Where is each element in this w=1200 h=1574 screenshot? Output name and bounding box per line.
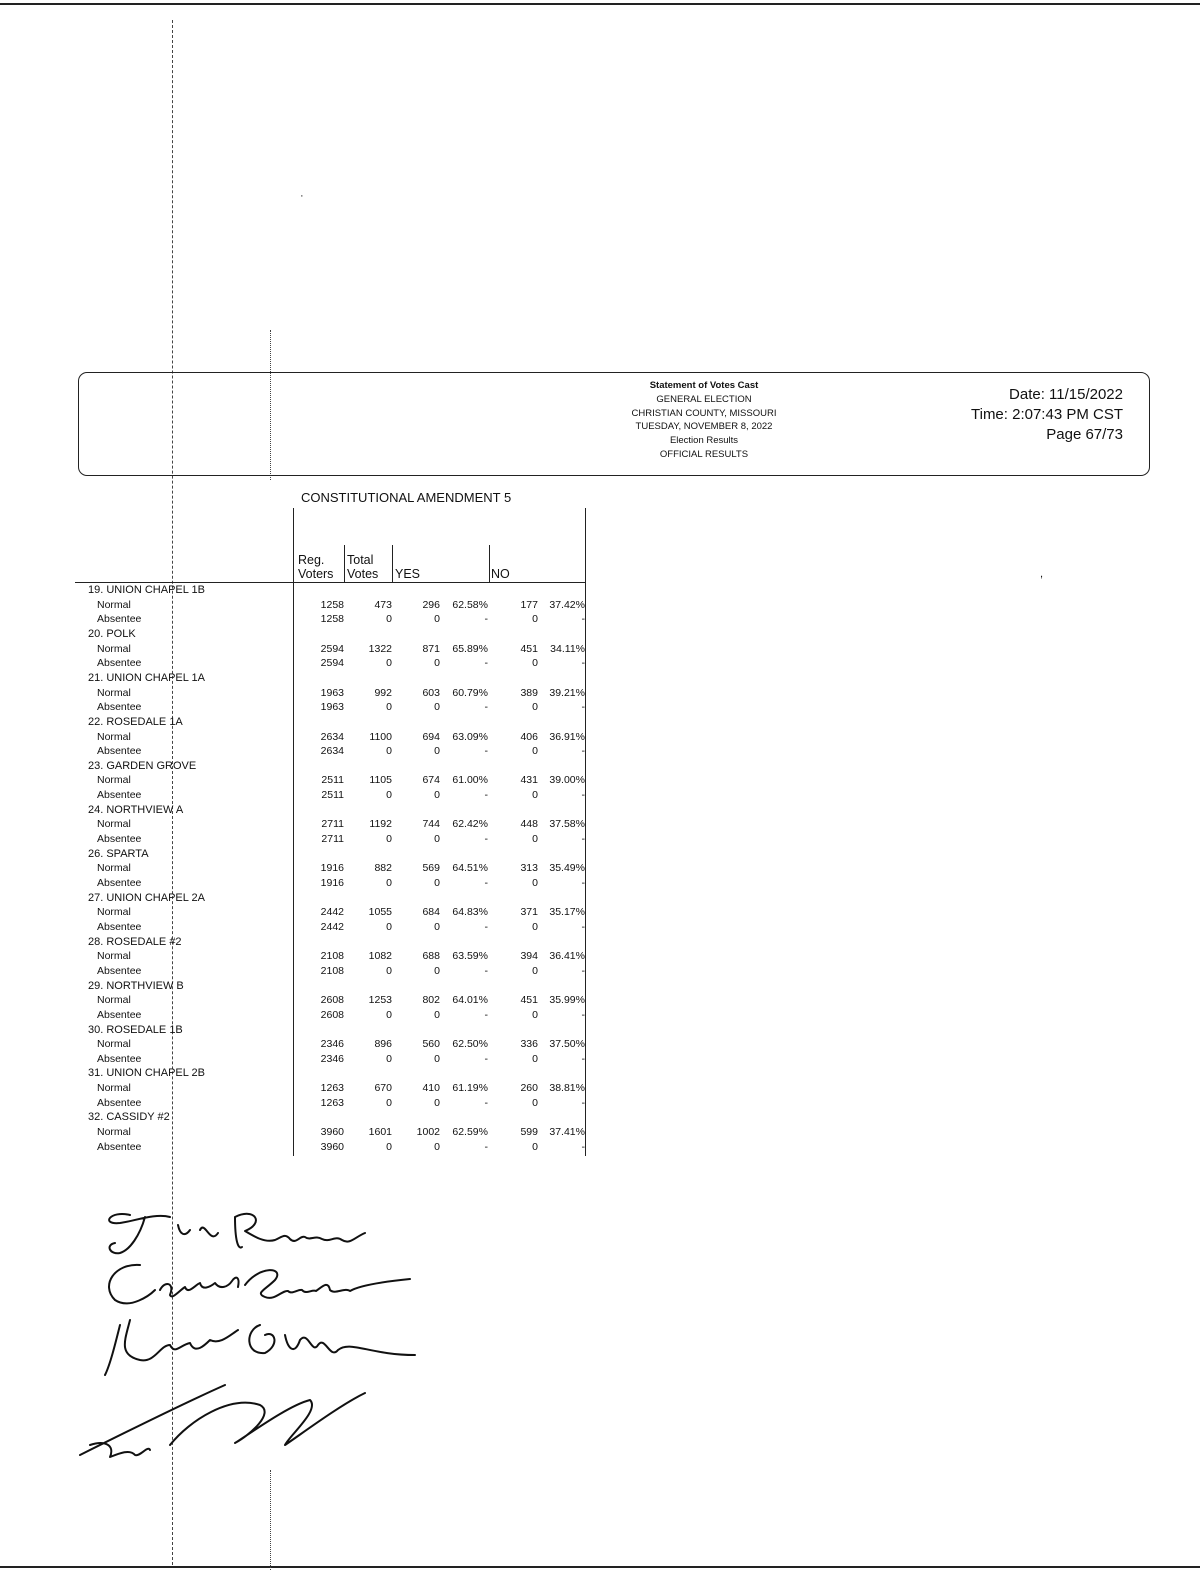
no-percent-cell: -: [581, 1008, 585, 1021]
no-percent-cell: 39.21%: [549, 686, 585, 699]
official-label: OFFICIAL RESULTS: [659, 448, 749, 460]
yes-percent-cell: 62.58%: [452, 598, 488, 611]
yes-percent-cell: -: [484, 877, 488, 889]
results-label: Election Results: [669, 435, 739, 447]
vote-type-label: Normal: [97, 906, 131, 919]
scan-bottom-edge: [0, 1566, 1200, 1568]
column-divider-total: [344, 545, 345, 582]
no-votes-cell: 0: [532, 613, 538, 626]
total-votes-cell: 0: [386, 1052, 392, 1065]
no-percent-cell: 34.11%: [550, 642, 585, 655]
table-row-absentee: [0, 833, 600, 847]
yes-votes-cell: 0: [434, 833, 440, 846]
no-votes-cell: 599: [520, 1126, 538, 1139]
reg-voters-cell: 1916: [320, 877, 344, 889]
precinct-name-row: [0, 804, 600, 818]
column-header-total-votes: Total Votes: [347, 553, 379, 581]
yes-percent-cell: -: [484, 833, 488, 846]
table-row-normal: [0, 731, 600, 745]
vote-type-label: Absentee: [97, 920, 142, 933]
election-date: TUESDAY, NOVEMBER 8, 2022: [635, 421, 773, 433]
no-percent-cell: 35.99%: [549, 994, 585, 1007]
reg-voters-cell: 2442: [320, 920, 344, 933]
total-votes-cell: 0: [386, 745, 392, 758]
yes-votes-cell: 560: [422, 1038, 440, 1051]
table-row-normal: [0, 599, 600, 613]
no-votes-cell: 0: [532, 745, 538, 758]
precinct-name: 26. SPARTA: [88, 847, 149, 860]
no-votes-cell: 0: [532, 1052, 538, 1065]
report-meta: [971, 385, 1123, 445]
reg-voters-cell: 1263: [320, 1082, 344, 1095]
reg-voters-cell: 2511: [321, 774, 344, 787]
yes-votes-cell: 0: [434, 1052, 440, 1065]
vote-type-label: Absentee: [97, 1052, 142, 1065]
table-row-normal: [0, 687, 600, 701]
yes-votes-cell: 296: [422, 598, 440, 611]
no-votes-cell: 451: [520, 994, 538, 1007]
vote-type-label: Absentee: [97, 877, 142, 889]
reg-voters-cell: 2711: [321, 833, 344, 846]
reg-voters-cell: 3960: [320, 1140, 344, 1153]
yes-percent-cell: -: [484, 920, 488, 933]
yes-votes-cell: 569: [422, 862, 440, 875]
vote-type-label: Absentee: [97, 833, 142, 846]
no-percent-cell: -: [581, 789, 585, 802]
no-percent-cell: -: [581, 701, 585, 714]
no-votes-cell: 0: [532, 1096, 538, 1109]
jurisdiction: CHRISTIAN COUNTY, MISSOURI: [631, 407, 777, 419]
no-votes-cell: 0: [532, 877, 538, 889]
total-votes-cell: 0: [386, 833, 392, 846]
no-votes-cell: 448: [520, 818, 538, 831]
precinct-name: 23. GARDEN GROVE: [88, 759, 197, 772]
no-votes-cell: 0: [532, 920, 538, 933]
vote-type-label: Normal: [97, 774, 131, 787]
table-row-absentee: [0, 789, 600, 803]
reg-voters-cell: 2608: [320, 1008, 344, 1021]
reg-voters-cell: 1258: [320, 598, 344, 611]
no-percent-cell: -: [581, 1096, 585, 1109]
precinct-name: 22. ROSEDALE 1A: [88, 715, 183, 728]
report-time: Time: 2:07:43 PM CST: [971, 406, 1123, 423]
yes-votes-cell: 694: [422, 730, 440, 743]
yes-votes-cell: 688: [422, 950, 440, 963]
yes-percent-cell: -: [484, 964, 488, 977]
table-row-normal: [0, 1038, 600, 1052]
report-heading: [549, 379, 859, 462]
page-number: Page 67/73: [1046, 426, 1123, 443]
precinct-name-row: [0, 628, 600, 642]
scan-speck: ,: [1040, 568, 1044, 580]
no-percent-cell: 38.81%: [549, 1082, 585, 1095]
precinct-name-row: [0, 848, 600, 862]
yes-percent-cell: 61.19%: [452, 1082, 488, 1095]
no-votes-cell: 336: [520, 1038, 538, 1051]
precinct-name: 21. UNION CHAPEL 1A: [88, 671, 205, 684]
total-votes-cell: 0: [386, 1140, 392, 1153]
contest-title: CONSTITUTIONAL AMENDMENT 5: [301, 490, 512, 505]
precinct-name-row: [0, 936, 600, 950]
yes-percent-cell: 61.00%: [452, 774, 488, 787]
total-votes-cell: 0: [386, 701, 392, 714]
yes-votes-cell: 0: [434, 964, 440, 977]
total-votes-cell: 0: [386, 1096, 392, 1109]
yes-percent-cell: 64.83%: [452, 906, 488, 919]
yes-percent-cell: 65.89%: [452, 642, 488, 655]
total-votes-cell: 0: [386, 920, 392, 933]
yes-votes-cell: 674: [422, 774, 440, 787]
yes-percent-cell: -: [484, 745, 488, 758]
reg-voters-cell: 1263: [320, 1096, 344, 1109]
precinct-name: 32. CASSIDY #2: [88, 1111, 170, 1124]
signature-2: [109, 1265, 410, 1303]
reg-voters-cell: 2594: [320, 657, 344, 670]
total-votes-cell: 1322: [368, 642, 392, 655]
total-votes-cell: 992: [374, 686, 392, 699]
table-row-absentee: [0, 921, 600, 935]
vote-type-label: Normal: [97, 1082, 131, 1095]
column-divider-yes: [392, 545, 393, 582]
reg-voters-cell: 2346: [320, 1052, 344, 1065]
no-percent-cell: -: [581, 657, 585, 670]
vote-type-label: Normal: [97, 642, 131, 655]
table-row-absentee: [0, 1141, 600, 1155]
no-percent-cell: -: [581, 1052, 585, 1065]
vote-type-label: Absentee: [97, 1008, 142, 1021]
yes-percent-cell: 63.09%: [452, 730, 488, 743]
reg-voters-cell: 2634: [320, 745, 344, 758]
column-header-yes: YES: [395, 567, 421, 581]
yes-percent-cell: -: [484, 1052, 488, 1065]
total-votes-cell: 1055: [368, 906, 392, 919]
precinct-name: 30. ROSEDALE 1B: [88, 1023, 183, 1036]
vote-type-label: Normal: [97, 598, 131, 611]
total-votes-cell: 882: [374, 862, 392, 875]
vote-type-label: Absentee: [97, 657, 142, 670]
precinct-name-row: [0, 892, 600, 906]
no-votes-cell: 0: [532, 1140, 538, 1153]
no-votes-cell: 313: [520, 862, 538, 875]
no-percent-cell: 37.42%: [549, 598, 585, 611]
precinct-name: 24. NORTHVIEW A: [88, 803, 184, 816]
precinct-name-row: [0, 1111, 600, 1125]
vote-type-label: Normal: [97, 818, 131, 831]
no-votes-cell: 0: [532, 964, 538, 977]
no-votes-cell: 0: [532, 789, 538, 802]
total-votes-cell: 0: [386, 1008, 392, 1021]
reg-voters-cell: 1258: [320, 613, 344, 626]
vote-type-label: Normal: [97, 686, 131, 699]
yes-percent-cell: -: [484, 1008, 488, 1021]
table-row-normal: [0, 1126, 600, 1140]
yes-percent-cell: 64.51%: [452, 862, 488, 875]
total-votes-cell: 670: [374, 1082, 392, 1095]
no-percent-cell: -: [581, 1140, 585, 1153]
yes-votes-cell: 410: [422, 1082, 440, 1095]
table-row-absentee: [0, 877, 600, 891]
total-votes-cell: 1082: [368, 950, 392, 963]
table-row-absentee: [0, 1097, 600, 1111]
total-votes-cell: 0: [386, 964, 392, 977]
precinct-name-row: [0, 672, 600, 686]
no-percent-cell: -: [581, 964, 585, 977]
reg-voters-cell: 1963: [320, 701, 344, 714]
no-percent-cell: 35.17%: [549, 906, 585, 919]
no-votes-cell: 0: [532, 657, 538, 670]
reg-voters-cell: 2108: [320, 950, 344, 963]
yes-votes-cell: 0: [434, 1096, 440, 1109]
column-header-no: NO: [491, 567, 510, 581]
yes-percent-cell: 62.50%: [452, 1038, 488, 1051]
yes-votes-cell: 0: [434, 1140, 440, 1153]
table-row-absentee: [0, 745, 600, 759]
table-row-absentee: [0, 965, 600, 979]
table-row-absentee: [0, 1053, 600, 1067]
no-percent-cell: -: [581, 745, 585, 758]
total-votes-cell: 0: [386, 789, 392, 802]
no-percent-cell: 37.41%: [549, 1126, 585, 1139]
no-percent-cell: -: [581, 920, 585, 933]
table-row-normal: [0, 643, 600, 657]
table-row-normal: [0, 818, 600, 832]
yes-percent-cell: 62.42%: [452, 818, 488, 831]
yes-votes-cell: 0: [434, 745, 440, 758]
no-percent-cell: 37.58%: [549, 818, 585, 831]
yes-votes-cell: 0: [434, 701, 440, 714]
total-votes-cell: 0: [386, 657, 392, 670]
column-header-reg-voters: Reg. Voters: [298, 553, 334, 581]
no-votes-cell: 406: [520, 730, 538, 743]
no-percent-cell: 36.91%: [549, 730, 585, 743]
yes-percent-cell: 63.59%: [452, 950, 488, 963]
total-votes-cell: 1100: [369, 730, 392, 743]
yes-votes-cell: 684: [422, 906, 440, 919]
scan-speck: ·: [300, 190, 304, 202]
yes-percent-cell: -: [484, 613, 488, 626]
yes-votes-cell: 0: [434, 613, 440, 626]
no-votes-cell: 177: [520, 598, 538, 611]
yes-votes-cell: 0: [434, 1008, 440, 1021]
yes-percent-cell: 64.01%: [452, 994, 488, 1007]
no-votes-cell: 431: [520, 774, 538, 787]
vote-type-label: Normal: [97, 994, 131, 1007]
precinct-name-row: [0, 716, 600, 730]
report-title: Statement of Votes Cast: [649, 380, 759, 391]
no-votes-cell: 0: [532, 833, 538, 846]
table-row-normal: [0, 862, 600, 876]
table-row-normal: [0, 994, 600, 1008]
no-votes-cell: 0: [532, 701, 538, 714]
total-votes-cell: 0: [386, 613, 392, 626]
no-percent-cell: 39.00%: [549, 774, 585, 787]
report-date: Date: 11/15/2022: [1009, 386, 1123, 403]
no-votes-cell: 451: [520, 642, 538, 655]
no-percent-cell: 36.41%: [549, 950, 585, 963]
reg-voters-cell: 2346: [320, 1038, 344, 1051]
table-row-normal: [0, 1082, 600, 1096]
table-row-normal: [0, 950, 600, 964]
total-votes-cell: 1192: [369, 818, 392, 831]
no-votes-cell: 389: [520, 686, 538, 699]
vote-type-label: Absentee: [97, 613, 142, 626]
precinct-name: 20. POLK: [88, 627, 136, 640]
table-row-absentee: [0, 1009, 600, 1023]
total-votes-cell: 1253: [368, 994, 392, 1007]
table-row-absentee: [0, 701, 600, 715]
no-percent-cell: 35.49%: [549, 862, 585, 875]
vote-type-label: Normal: [97, 1038, 131, 1051]
reg-voters-cell: 2608: [320, 994, 344, 1007]
vote-type-label: Normal: [97, 730, 131, 743]
total-votes-cell: 1601: [368, 1126, 392, 1139]
precinct-name-row: [0, 1067, 600, 1081]
vote-type-label: Absentee: [97, 1096, 142, 1109]
no-percent-cell: 37.50%: [549, 1038, 585, 1051]
table-row-normal: [0, 774, 600, 788]
yes-votes-cell: 0: [434, 657, 440, 670]
yes-votes-cell: 802: [422, 994, 440, 1007]
yes-votes-cell: 0: [434, 920, 440, 933]
yes-votes-cell: 1002: [416, 1126, 440, 1139]
scan-top-edge: [0, 3, 1200, 5]
signature-1: [109, 1214, 365, 1253]
no-votes-cell: 371: [520, 906, 538, 919]
vote-type-label: Absentee: [97, 964, 142, 977]
yes-percent-cell: 62.59%: [452, 1126, 488, 1139]
vote-type-label: Absentee: [97, 789, 142, 802]
yes-percent-cell: -: [484, 1140, 488, 1153]
reg-voters-cell: 2711: [321, 818, 344, 831]
yes-percent-cell: -: [484, 789, 488, 802]
total-votes-cell: 1105: [369, 774, 392, 787]
report-header: [78, 372, 1150, 476]
yes-votes-cell: 603: [422, 686, 440, 699]
precinct-name-row: [0, 1024, 600, 1038]
yes-percent-cell: -: [484, 701, 488, 714]
reg-voters-cell: 1916: [320, 862, 344, 875]
yes-percent-cell: -: [484, 657, 488, 670]
precinct-name: 28. ROSEDALE #2: [88, 935, 182, 948]
table-row-normal: [0, 906, 600, 920]
reg-voters-cell: 2511: [321, 789, 344, 802]
precinct-name: 29. NORTHVIEW B: [88, 979, 184, 992]
column-divider-no: [489, 545, 490, 582]
no-percent-cell: -: [581, 833, 585, 846]
signatures: [60, 1195, 440, 1495]
precinct-name: 27. UNION CHAPEL 2A: [88, 891, 205, 904]
no-votes-cell: 260: [520, 1082, 538, 1095]
vote-type-label: Normal: [97, 1126, 131, 1139]
header-underline: [75, 582, 586, 583]
reg-voters-cell: 1963: [320, 686, 344, 699]
vote-type-label: Normal: [97, 862, 131, 875]
election-name: GENERAL ELECTION: [656, 393, 752, 405]
signature-4: [80, 1385, 365, 1457]
reg-voters-cell: 3960: [320, 1126, 344, 1139]
precinct-name-row: [0, 980, 600, 994]
no-votes-cell: 394: [520, 950, 538, 963]
yes-votes-cell: 0: [434, 789, 440, 802]
no-percent-cell: -: [581, 613, 585, 626]
reg-voters-cell: 2442: [320, 906, 344, 919]
yes-percent-cell: -: [484, 1096, 488, 1109]
no-votes-cell: 0: [532, 1008, 538, 1021]
yes-votes-cell: 871: [422, 642, 440, 655]
table-row-absentee: [0, 657, 600, 671]
vote-type-label: Absentee: [97, 1140, 142, 1153]
signature-3: [105, 1320, 415, 1375]
precinct-name-row: [0, 760, 600, 774]
yes-votes-cell: 744: [422, 818, 440, 831]
precinct-name-row: [0, 584, 600, 598]
reg-voters-cell: 2594: [320, 642, 344, 655]
vote-type-label: Absentee: [97, 745, 142, 758]
table-row-absentee: [0, 613, 600, 627]
no-percent-cell: -: [581, 877, 585, 889]
yes-percent-cell: 60.79%: [452, 686, 488, 699]
precinct-name: 31. UNION CHAPEL 2B: [88, 1067, 205, 1080]
vote-type-label: Normal: [97, 950, 131, 963]
reg-voters-cell: 2108: [320, 964, 344, 977]
total-votes-cell: 473: [374, 598, 392, 611]
reg-voters-cell: 2634: [320, 730, 344, 743]
precinct-name: 19. UNION CHAPEL 1B: [88, 584, 205, 596]
total-votes-cell: 0: [386, 877, 392, 889]
total-votes-cell: 896: [374, 1038, 392, 1051]
yes-votes-cell: 0: [434, 877, 440, 889]
vote-type-label: Absentee: [97, 701, 142, 714]
